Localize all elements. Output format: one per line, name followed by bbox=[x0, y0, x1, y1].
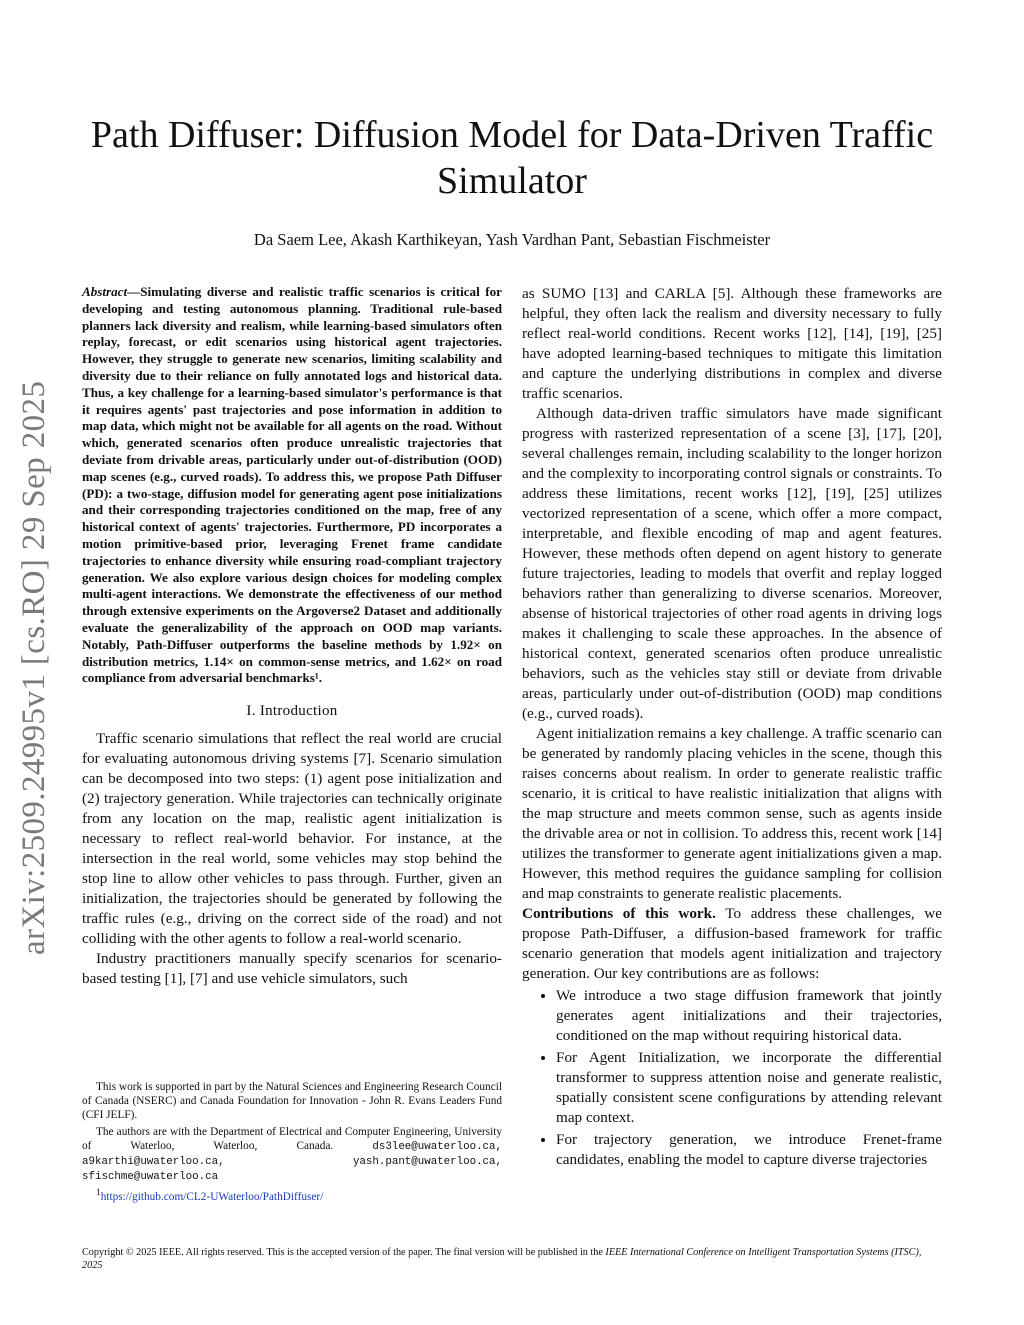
left-column bbox=[82, 284, 502, 989]
intro-paragraph: Industry practitioners manually specify scenarios for scenario-based testing [1], [7] and use vehicle simulators, such bbox=[82, 950, 502, 988]
copyright-notice bbox=[82, 1246, 944, 1272]
contributions-text: To address these challenges, we propose Path-Diffuser, a diffusion-based framework for traffic scenario generation that models agent initialization and trajectory generation. Our key contributions are as follows: bbox=[522, 905, 942, 982]
paper-title: Path Diffuser: Diffusion Model for Data-Driven Traffic Simulator bbox=[90, 114, 934, 202]
funding-note: This work is supported in part by the Natural Sciences and Engineering Research Council of Canada (NSERC) and Canada Foundation for Innovation - John R. Evans Leaders Fund (CFI JELF). bbox=[82, 1081, 502, 1122]
footnote-marker: 1 bbox=[96, 1188, 101, 1199]
body-paragraph: Although data-driven traffic simulators have made significant progress with rasterized representation of a scene [3], [17], [20], several challenges remain, including scalability to the longer horizon and the complexity to incorporating control signals or constraints. To address these limitations, recent works [12], [19], [25] utilizes vectorized representation of a scene, which offer a more compact, interpretable, and flexible encoding of map and agent features. However, these methods often depend on agent history to generate future trajectories, leading to models that overfit and replay logged behaviors rather than generalizing to diverse scenarios. Moreover, absense of historical trajectories of other road agents in driving logs makes it challenging to scale these approaches. In the absence of historical context, generated scenarios often produce unrealistic behaviors, such as the vehicles stay still or deviate from drivable areas, particularly under out-of-distribution (OOD) map conditions (e.g., curved roads). bbox=[522, 405, 942, 722]
code-link[interactable]: https://github.com/CL2-UWaterloo/PathDiffuser/ bbox=[100, 1191, 324, 1204]
abstract bbox=[82, 284, 502, 687]
body-paragraph: Agent initialization remains a key challenge. A traffic scenario can be generated by randomly placing vehicles in the scene, though this raises concerns about realism. In order to generate realistic traffic scenario, it is critical to have realistic initialization that aligns with the map structure and meets common sense, such as agents inside the drivable area or not in collision. To address this, recent work [14] utilizes the transformer to generate agent initializations given a map. However, this method requires the guidance sampling for collision and map constraints to generate realistic placements. bbox=[522, 725, 942, 902]
contributions-label: Contributions of this work. bbox=[522, 905, 716, 922]
arxiv-stamp: arXiv:2509.24995v1 [cs.RO] 29 Sep 2025 bbox=[16, 380, 52, 955]
email-list: ds3lee@uwaterloo.ca, a9karthi@uwaterloo.ca, yash.pant@uwaterloo.ca, sfischme@uwaterloo.ca bbox=[82, 1140, 502, 1184]
abstract-label: Abstract bbox=[82, 284, 128, 299]
venue-text: IEEE International Conference on Intelligent Transportation Systems (ITSC), 2025 bbox=[82, 1247, 922, 1271]
intro-paragraph: Traffic scenario simulations that reflect the real world are crucial for evaluating autonomous driving systems [7]. Scenario simulation can be decomposed into two steps: (1) agent pose initialization and (2) trajectory generation. While trajectories can technically originate from any location on the map, realistic agent initialization is necessary to reflect real-world behavior. For instance, at the intersection in the real world, some vehicles may stop behind the stop line to allow other vehicles to pass through. Further, given an initialization, the trajectories should be generated by following the traffic rules (e.g., driving on the correct side of the road) and not colliding with the other agents to follow a real-world scenario. bbox=[82, 730, 502, 948]
footnotes bbox=[82, 1080, 502, 1206]
contribution-item: • For trajectory generation, we introduce Frenet-frame candidates, enabling the model to capture diverse trajectories bbox=[556, 1130, 942, 1170]
code-link-note bbox=[82, 1186, 502, 1204]
affiliation-note bbox=[82, 1125, 502, 1185]
contributions-paragraph bbox=[522, 904, 942, 984]
contribution-item: • We introduce a two stage diffusion framework that jointly generates agent initializations and their trajectories, conditioned on the map without requiring historical data. bbox=[556, 986, 942, 1046]
author-list: Da Saem Lee, Akash Karthikeyan, Yash Vardhan Pant, Sebastian Fischmeister bbox=[253, 230, 771, 249]
contribution-item: • For Agent Initialization, we incorporate the differential transformer to suppress attention noise and generate realistic, spatially consistent scene configurations by attending relevant map context. bbox=[556, 1048, 942, 1128]
abstract-text: —Simulating diverse and realistic traffic scenarios is critical for developing and testing autonomous planning. Traditional rule-based planners lack diversity and realism, while learning-based simulators often replay, forecast, or edit scenarios using historical agent trajectories. However, they struggle to generate new scenarios, limiting scalability and diversity due to their reliance on fully annotated logs and historical data. Thus, a key challenge for a learning-based simulator's performance is that it requires agents' past trajectories and pose information in addition to map data, which might not be available for all agents on the road. Without which, generated scenarios often produce unrealistic trajectories that deviate from drivable areas, particularly under out-of-distribution (OOD) map scenes (e.g., curved roads). To address this, we propose Path Diffuser (PD): a two-stage, diffusion model for generating agent pose initializations and their corresponding trajectories conditioned on the map, free of any historical context of agents' trajectories. Furthermore, PD incorporates a motion primitive-based prior, leveraging Frenet frame candidate trajectories to enhance diversity while ensuring road-compliant trajectory generation. We also explore various design choices for modeling complex multi-agent interactions. We demonstrate the effectiveness of our method through extensive experiments on the Argoverse2 Dataset and additionally evaluate the generalizability of the approach on OOD map variants. Notably, Path-Diffuser outperforms the baseline methods by 1.92× on distribution metrics, 1.14× on common-sense metrics, and 1.62× on road compliance from adversarial benchmarks¹. bbox=[82, 284, 502, 686]
right-column bbox=[522, 284, 942, 1172]
section-heading-introduction: I. Introduction bbox=[246, 703, 338, 720]
contributions-list bbox=[522, 986, 942, 1170]
affiliation-text: The authors are with the Department of Electrical and Computer Engineering, University of Waterloo, Waterloo, Canada. bbox=[82, 1125, 502, 1152]
body-paragraph: as SUMO [13] and CARLA [5]. Although these frameworks are helpful, they often lack the realism and diversity necessary to fully reflect real-world conditions. Recent works [12], [14], [19], [25] have adopted learning-based techniques to mitigate this limitation and capture the underlying distributions in complex and diverse traffic scenarios. bbox=[522, 285, 942, 402]
copyright-text: Copyright © 2025 IEEE. All rights reserved. This is the accepted version of the paper. The final version will be published in the bbox=[82, 1247, 606, 1258]
